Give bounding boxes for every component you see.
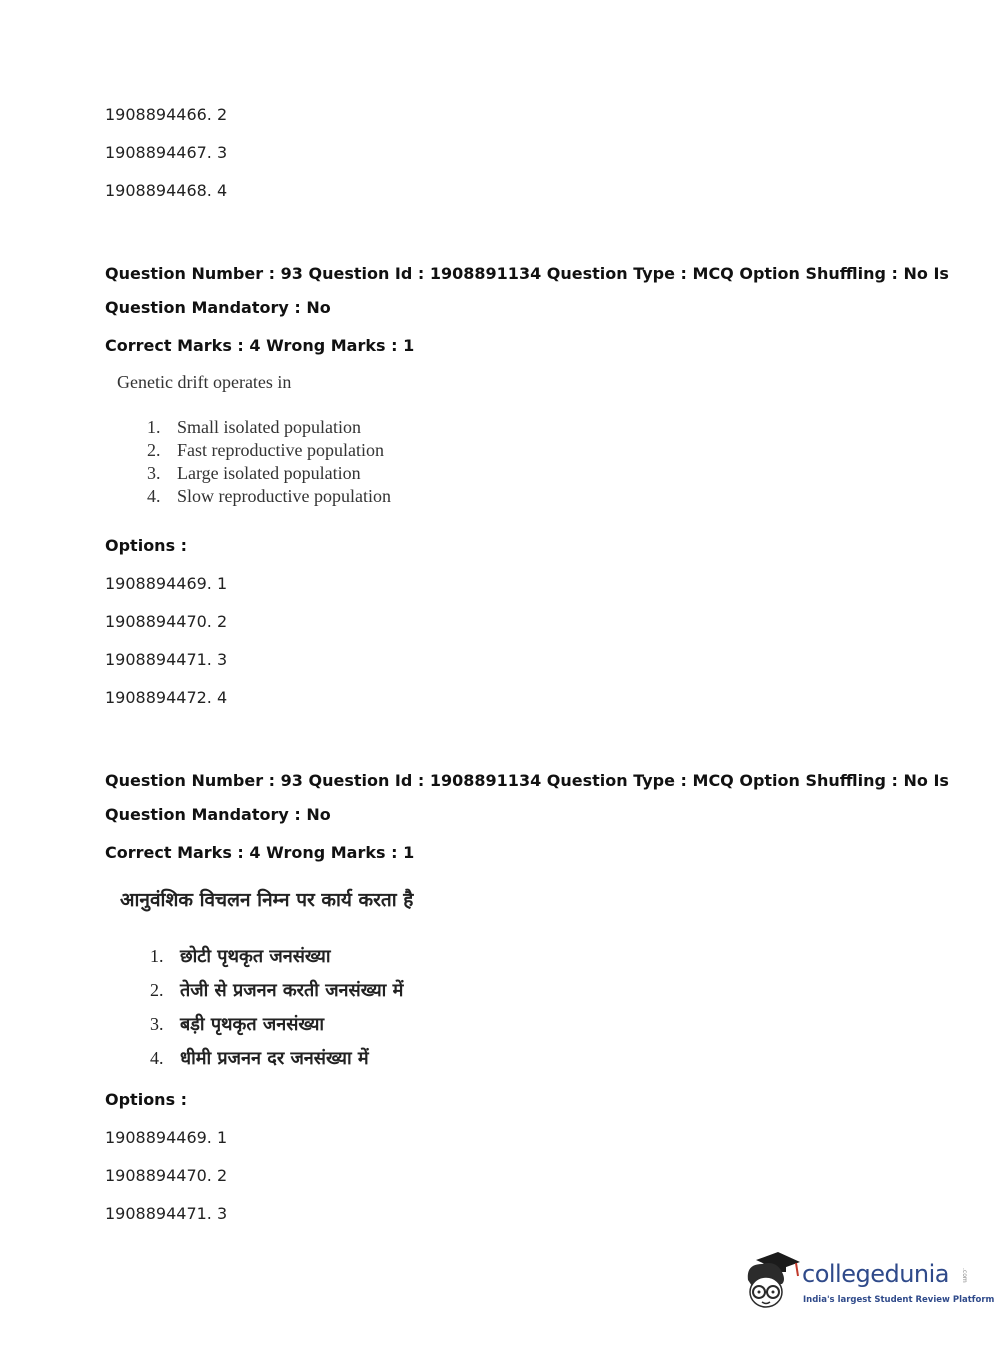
choice-text: छोटी पृथकृत जनसंख्या [180, 946, 331, 967]
choice-text: धीमी प्रजनन दर जनसंख्या में [180, 1048, 369, 1069]
choice-item [147, 462, 391, 485]
question-choices [150, 939, 403, 1075]
option-line: 1908894470. 2 [105, 612, 228, 631]
choice-text: तेजी से प्रजनन करती जनसंख्या में [180, 980, 404, 1001]
logo-com: .com [961, 1268, 968, 1283]
choice-text: Slow reproductive population [177, 486, 391, 506]
option-line: 1908894466. 2 [105, 105, 228, 124]
question-stem: आनुवंशिक विचलन निम्न पर कार्य करता है [120, 889, 414, 911]
option-line: 1908894472. 4 [105, 688, 228, 707]
choice-number: 1. [150, 946, 164, 966]
choice-text: बड़ी पृथकृत जनसंख्या [180, 1014, 325, 1035]
choice-number: 2. [147, 440, 161, 460]
question-stem: Genetic drift operates in [117, 372, 292, 392]
choice-text: Fast reproductive population [177, 440, 384, 460]
logo-tagline: India's largest Student Review Platform [803, 1295, 995, 1305]
choice-item [150, 1041, 403, 1075]
question-mandatory: Question Mandatory : No [105, 298, 331, 317]
question-marks: Correct Marks : 4 Wrong Marks : 1 [105, 843, 415, 862]
choice-item [147, 485, 391, 508]
question-marks: Correct Marks : 4 Wrong Marks : 1 [105, 336, 415, 355]
choice-number: 3. [150, 1014, 164, 1034]
choice-number: 1. [147, 417, 161, 437]
choice-item [147, 439, 391, 462]
mascot-icon [742, 1250, 802, 1312]
choice-text: Small isolated population [177, 417, 361, 437]
option-line: 1908894468. 4 [105, 181, 228, 200]
option-line: 1908894471. 3 [105, 650, 228, 669]
option-line: 1908894467. 3 [105, 143, 228, 162]
choice-number: 2. [150, 980, 164, 1000]
option-line: 1908894471. 3 [105, 1204, 228, 1223]
choice-text: Large isolated population [177, 463, 361, 483]
choice-item [147, 416, 391, 439]
choice-item [150, 973, 403, 1007]
collegedunia-logo[interactable] [742, 1250, 995, 1312]
option-line: 1908894470. 2 [105, 1166, 228, 1185]
question-choices [147, 416, 391, 508]
option-line: 1908894469. 1 [105, 1128, 228, 1147]
question-mandatory: Question Mandatory : No [105, 805, 331, 824]
option-line: 1908894469. 1 [105, 574, 228, 593]
choice-number: 4. [147, 486, 161, 506]
question-meta: Question Number : 93 Question Id : 1908891134 Question Type : MCQ Option Shuffling : No Is [105, 264, 949, 283]
choice-item [150, 1007, 403, 1041]
choice-number: 3. [147, 463, 161, 483]
logo-brand: collegedunia [802, 1260, 950, 1288]
options-label: Options : [105, 1090, 188, 1109]
question-meta: Question Number : 93 Question Id : 1908891134 Question Type : MCQ Option Shuffling : No Is [105, 771, 949, 790]
choice-number: 4. [150, 1048, 164, 1068]
options-label: Options : [105, 536, 188, 555]
choice-item [150, 939, 403, 973]
